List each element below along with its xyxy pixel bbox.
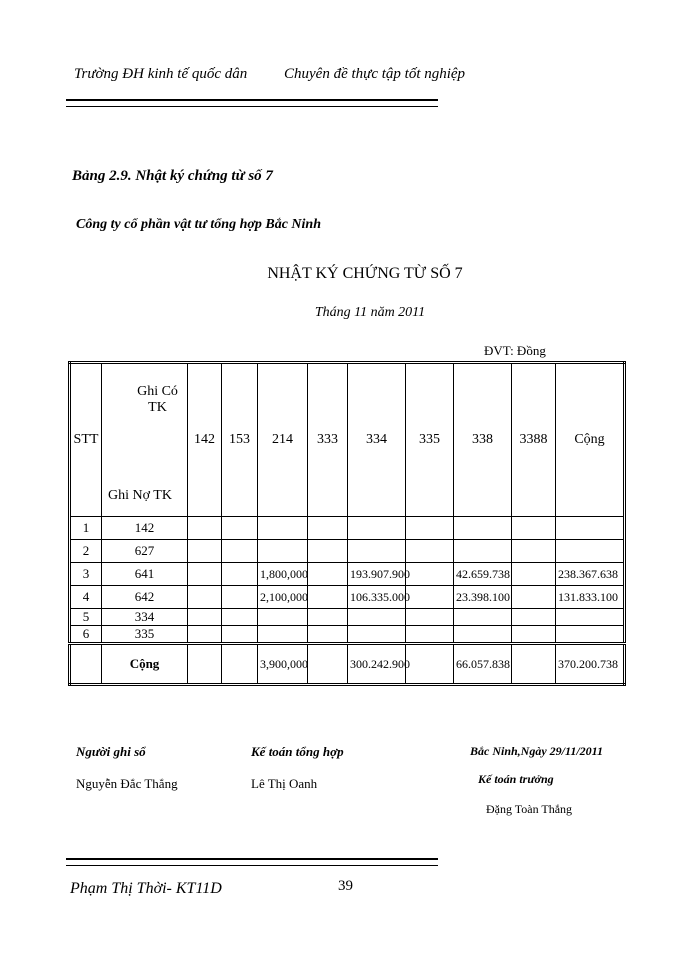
- cell-total: 131.833.100: [556, 586, 625, 609]
- cell-3388: [512, 517, 556, 540]
- preparer-name: Nguyễn Đắc Thắng: [76, 776, 178, 791]
- table-row: [70, 626, 625, 644]
- cell-338: 23.398.100: [454, 586, 512, 609]
- header-col-334: 334: [348, 363, 406, 517]
- cell-153: [222, 626, 258, 644]
- header-rule: [66, 99, 438, 107]
- cell-214: [258, 540, 308, 563]
- header-col-333: 333: [308, 363, 348, 517]
- table-header-row: [70, 363, 625, 517]
- cell-3388: [512, 540, 556, 563]
- table-row: [70, 563, 625, 586]
- cell-214: 1,800,000: [258, 563, 308, 586]
- cell-334: [348, 626, 406, 644]
- cell-214: [258, 609, 308, 626]
- cell-334: 193.907.900: [348, 563, 406, 586]
- cell-333: [308, 563, 348, 586]
- cell-338: 42.659.738: [454, 563, 512, 586]
- cell-335: [406, 586, 454, 609]
- cell-338: [454, 626, 512, 644]
- general-accountant-name: Lê Thị Oanh: [251, 776, 318, 791]
- cell-334: [348, 517, 406, 540]
- header-col-153: 153: [222, 363, 258, 517]
- row-stt: 4: [70, 586, 102, 609]
- cell-334: [348, 540, 406, 563]
- cell-214: [258, 626, 308, 644]
- total-334: 300.242.900: [348, 644, 406, 685]
- footer-rule: [66, 858, 438, 866]
- cell-338: [454, 517, 512, 540]
- cell-335: [406, 517, 454, 540]
- row-account: 334: [102, 609, 188, 626]
- cell-142: [188, 517, 222, 540]
- total-142: [188, 644, 222, 685]
- general-accountant-title: Kế toán tổng hợp: [251, 744, 344, 759]
- company-name: Công ty cổ phần vật tư tổng hợp Bắc Ninh: [76, 217, 321, 232]
- row-stt: 3: [70, 563, 102, 586]
- header-col-142: 142: [188, 363, 222, 517]
- footer-author: Phạm Thị Thời- KT11D: [70, 880, 222, 897]
- header-stt: STT: [70, 363, 102, 517]
- header-col-3388: 3388: [512, 363, 556, 517]
- cell-142: [188, 626, 222, 644]
- cell-153: [222, 517, 258, 540]
- cell-142: [188, 586, 222, 609]
- cell-153: [222, 563, 258, 586]
- cell-total: [556, 540, 625, 563]
- header-col-338: 338: [454, 363, 512, 517]
- total-214: 3,900,000: [258, 644, 308, 685]
- chief-accountant-name: Đặng Toàn Thắng: [486, 802, 573, 816]
- header-debit-label: Ghi Nợ TK: [108, 488, 172, 503]
- place-date: Bắc Ninh,Ngày 29/11/2011: [470, 744, 604, 758]
- cell-333: [308, 517, 348, 540]
- total-335: [406, 644, 454, 685]
- cell-153: [222, 540, 258, 563]
- cell-338: [454, 540, 512, 563]
- cell-total: [556, 626, 625, 644]
- cell-3388: [512, 563, 556, 586]
- cell-3388: [512, 586, 556, 609]
- cell-335: [406, 540, 454, 563]
- row-stt: 2: [70, 540, 102, 563]
- cell-total: 238.367.638: [556, 563, 625, 586]
- currency-unit: ĐVT: Đồng: [484, 343, 546, 358]
- cell-total: [556, 609, 625, 626]
- header-col-335: 335: [406, 363, 454, 517]
- journal-title: NHẬT KÝ CHỨNG TỪ SỐ 7: [267, 265, 463, 282]
- row-stt: 1: [70, 517, 102, 540]
- preparer-title: Người ghi sổ: [76, 744, 146, 759]
- row-account: 142: [102, 517, 188, 540]
- row-account: 642: [102, 586, 188, 609]
- cell-total: [556, 517, 625, 540]
- total-338: 66.057.838: [454, 644, 512, 685]
- total-label: Cộng: [102, 644, 188, 685]
- row-account: 627: [102, 540, 188, 563]
- cell-142: [188, 563, 222, 586]
- cell-214: 2,100,000: [258, 586, 308, 609]
- total-333: [308, 644, 348, 685]
- cell-333: [308, 540, 348, 563]
- table-row: [70, 586, 625, 609]
- cell-214: [258, 517, 308, 540]
- page-number: 39: [338, 878, 353, 894]
- total-grand: 370.200.738: [556, 644, 625, 685]
- row-account: 641: [102, 563, 188, 586]
- cell-333: [308, 586, 348, 609]
- table-row: [70, 517, 625, 540]
- cell-142: [188, 540, 222, 563]
- cell-333: [308, 626, 348, 644]
- header-col-214: 214: [258, 363, 308, 517]
- cell-333: [308, 609, 348, 626]
- cell-335: [406, 609, 454, 626]
- row-stt: 5: [70, 609, 102, 626]
- table-row: [70, 609, 625, 626]
- header-col-total: Cộng: [556, 363, 625, 517]
- header-account-cell: [102, 363, 188, 517]
- cell-3388: [512, 609, 556, 626]
- journal-table: [68, 361, 626, 686]
- cell-153: [222, 609, 258, 626]
- table-row: [70, 540, 625, 563]
- cell-335: [406, 626, 454, 644]
- table-total-row: [70, 644, 625, 685]
- cell-153: [222, 586, 258, 609]
- table-caption: Bảng 2.9. Nhật ký chứng từ số 7: [72, 168, 273, 184]
- total-stt: [70, 644, 102, 685]
- chief-accountant-title: Kế toán trưởng: [478, 772, 554, 786]
- row-stt: 6: [70, 626, 102, 644]
- cell-338: [454, 609, 512, 626]
- row-account: 335: [102, 626, 188, 644]
- header-report-type: Chuyên đề thực tập tốt nghiệp: [284, 66, 466, 82]
- cell-334: [348, 609, 406, 626]
- cell-3388: [512, 626, 556, 644]
- cell-334: 106.335.000: [348, 586, 406, 609]
- cell-142: [188, 609, 222, 626]
- cell-335: [406, 563, 454, 586]
- total-3388: [512, 644, 556, 685]
- header-school: Trường ĐH kinh tế quốc dân: [74, 66, 248, 82]
- header-credit-label: Ghi Có TK: [137, 384, 178, 415]
- journal-period: Tháng 11 năm 2011: [314, 305, 426, 320]
- total-153: [222, 644, 258, 685]
